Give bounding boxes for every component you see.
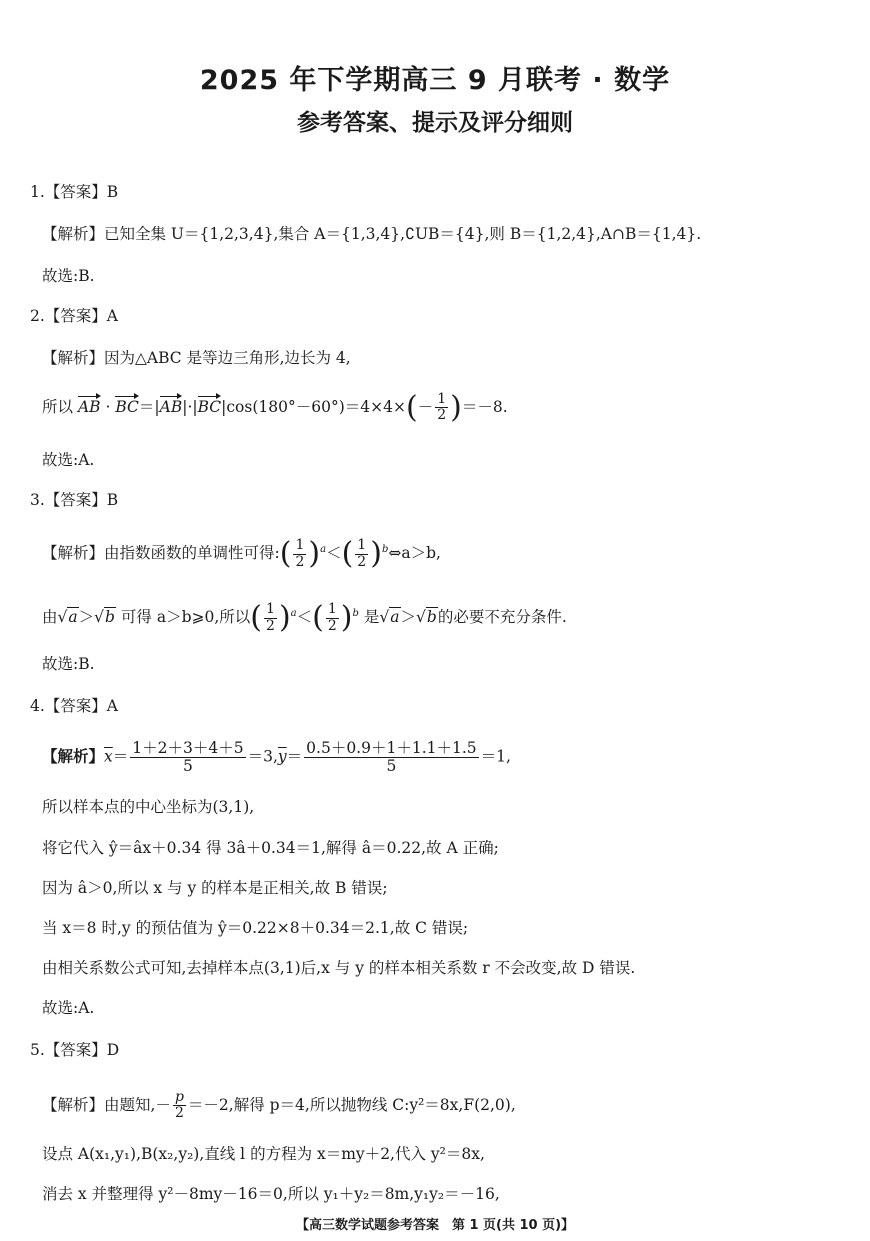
- q2-text-d: |cos(180°－60°)＝4×4×: [221, 397, 406, 416]
- q2-text-e: ＝－8.: [461, 397, 508, 416]
- q2-analysis-1: 【解析】因为△ABC 是等边三角形,边长为 4,: [42, 349, 351, 367]
- page-footer: 【高三数学试题参考答案 第 1 页(共 10 页)】: [295, 1218, 575, 1233]
- q2-choice: 故选:A.: [42, 451, 95, 469]
- q3-text-a: 【解析】由指数函数的单调性可得:: [42, 544, 280, 563]
- fraction-half: $\frac{1}{2}$: [295, 537, 305, 570]
- fraction-x-mean: $\frac{1+2+3+4+5}{5}$: [132, 739, 244, 776]
- fraction-half: $\frac{1}{2}$: [327, 601, 337, 634]
- x-bar: $\overline{x}$: [104, 747, 113, 766]
- q5-analysis-3: 消去 x 并整理得 y²－8my－16＝0,所以 y₁＋y₂＝8m,y₁y₂＝－16,: [42, 1185, 500, 1203]
- q1-choice: 故选:B.: [42, 267, 95, 285]
- q2-text-a: 所以: [42, 397, 74, 416]
- fraction-half: $\frac{1}{2}$: [437, 391, 447, 424]
- fraction-p-over-2: $\frac{p}{2}$: [174, 1089, 184, 1122]
- vector-bc-abs: BC: [198, 395, 222, 419]
- q3-analysis-1: 【解析】由指数函数的单调性可得:( $\frac{1}{2}$ )$^a$＜( $\frac{1}{2}$ )$^b$⇔a＞b,: [42, 536, 441, 572]
- q4-analysis-4: 因为 â＞0,所以 x 与 y 的样本是正相关,故 B 错误;: [42, 879, 388, 897]
- q1-answer: 1.【答案】B: [30, 183, 119, 201]
- q2-text-b: ＝|: [138, 397, 160, 416]
- vector-bc: BC: [115, 395, 139, 419]
- q4-analysis-2: 所以样本点的中心坐标为(3,1),: [42, 798, 255, 816]
- q3-text-b: ⇔a＞b,: [388, 544, 441, 563]
- q4-analysis-3: 将它代入 ŷ＝âx＋0.34 得 3â＋0.34＝1,解得 â＝0.22,故 A 正确;: [42, 839, 499, 857]
- q4-analysis-6: 由相关系数公式可知,去掉样本点(3,1)后,x 与 y 的样本相关系数 r 不会改变,故 D 错误.: [42, 959, 636, 977]
- q5-analysis-1: 【解析】由题知,－ $\frac{p}{2}$ ＝－2,解得 p＝4,所以抛物线 C:y²＝8x,F(2,0),: [42, 1089, 516, 1122]
- q3-analysis-2: 由√a＞√b 可得 a＞b⩾0,所以( $\frac{1}{2}$ )$^a$＜( $\frac{1}{2}$ )$^b$ 是√a＞√b的必要不充分条件.: [42, 600, 567, 636]
- fraction-half: $\frac{1}{2}$: [357, 537, 367, 570]
- q3-answer: 3.【答案】B: [30, 491, 119, 509]
- page-subtitle: 参考答案、提示及评分细则: [297, 110, 573, 136]
- dot-symbol: ·: [105, 397, 111, 416]
- q2-analysis-2: 所以 AB · BC＝|AB|·|BC|cos(180°－60°)＝4×4×(－ $\frac{1}{2}$ )＝－8.: [42, 389, 508, 425]
- vector-ab-abs: AB: [160, 395, 183, 419]
- q4-answer: 4.【答案】A: [30, 697, 118, 715]
- q2-text-c: |·|: [182, 397, 198, 416]
- q4-choice: 故选:A.: [42, 999, 95, 1017]
- q1-analysis: 【解析】已知全集 U＝{1,2,3,4},集合 A＝{1,3,4},∁UB＝{4},则 B＝{1,2,4},A∩B＝{1,4}.: [42, 225, 702, 243]
- q2-answer: 2.【答案】A: [30, 307, 118, 325]
- q4-analysis-5: 当 x＝8 时,y 的预估值为 ŷ＝0.22×8＋0.34＝2.1,故 C 错误;: [42, 919, 469, 937]
- q3-choice: 故选:B.: [42, 655, 95, 673]
- q5-analysis-2: 设点 A(x₁,y₁),B(x₂,y₂),直线 l 的方程为 x＝my＋2,代入 y²＝8x,: [42, 1145, 485, 1163]
- q4-analysis-1: 【解析】$\overline{x}=$ $\frac{1+2+3+4+5}{5}$ $=3,\overline{y}=$ $\frac{0.5+0.9+1+1.1+1.5}{5}$ ＝1,: [42, 739, 511, 776]
- fraction-half: $\frac{1}{2}$: [266, 601, 275, 634]
- fraction-y-mean: $\frac{0.5+0.9+1+1.1+1.5}{5}$: [306, 739, 477, 776]
- vector-ab: AB: [78, 395, 101, 419]
- q5-answer: 5.【答案】D: [30, 1041, 120, 1059]
- y-bar: $\overline{y}$: [277, 747, 287, 766]
- page-title: 2025 年下学期高三 9 月联考 · 数学: [199, 65, 671, 96]
